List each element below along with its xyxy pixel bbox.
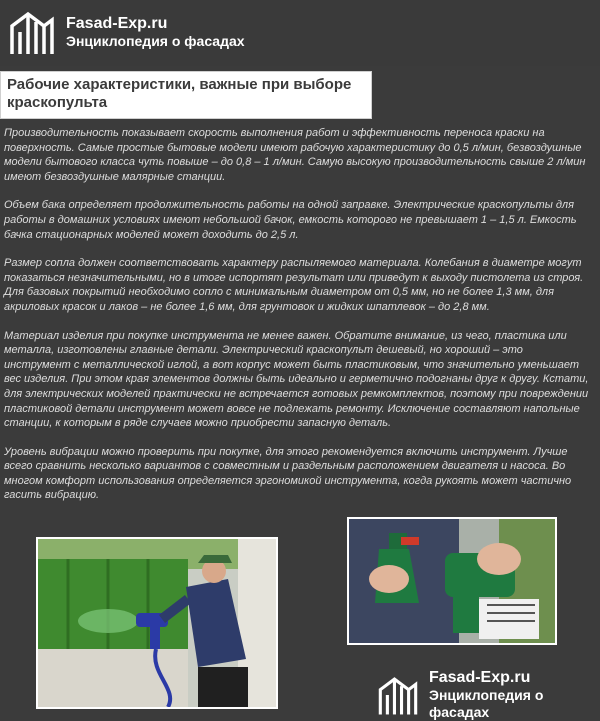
watermark-name: Fasad-Exp.ru <box>428 669 531 686</box>
watermark-tagline: Энциклопедия о фасадах <box>428 687 544 720</box>
paragraph-performance: Производительность показывает скорость выполнения работ и эффективность переноса краски на поверхность. Самые простые бытовые модели имеют рабочую характеристику до 0,5 л/мин, безвоздушные модели бытового класса чуть повыше – до 0,8 – 1 л/мин. Самую высокую производительность свыше 2 л/мин имеют безвоздушные малярные станции. <box>4 127 586 183</box>
site-logo[interactable] <box>6 6 245 58</box>
paragraph-nozzle-size: Размер сопла должен соответствовать характеру распыляемого материала. Колебания в диаметре могут показаться незначительными, но в итоге испортят результат или приведут к выходу пистолета из строя. Для базовых покрытий необходимо сопло с минимальным диаметром от 0,5 мм, но не более 1,3 мм, для акриловых красок и лаков – не более 1,6 мм, для грунтовок и жидких шпатлевок – до 2,8 мм. <box>4 257 584 313</box>
site-tagline: Энциклопедия о фасадах <box>66 33 245 49</box>
building-watermark-icon <box>375 671 421 719</box>
article-title-box <box>0 71 372 119</box>
site-name: Fasad-Exp.ru <box>66 15 168 32</box>
photo-man-spraying-fence <box>36 537 278 709</box>
article-title: Рабочие характеристики, важные при выборе краскопульта <box>7 76 352 111</box>
photo-spray-gun-closeup <box>347 517 557 645</box>
site-header <box>0 0 600 66</box>
paragraph-vibration: Уровень вибрации можно проверить при покупке, для этого рекомендуется включить инструмент. Лучше всего сравнить несколько вариантов с совместным и раздельным расположением двигателя и насоса. Во многом комфорт использования определяется эргономикой инструмента, когда рукоять может частично гасить вибрацию. <box>4 445 572 502</box>
paragraph-tank-volume: Объем бака определяет продолжительность работы на одной заправке. Электрические краскопульты для работы в домашних условиях имеют небольшой бачок, емкость которого не превышает 1 – 1,5 л. Емкость бачка стационарных моделей может доходить до 2,5 л. <box>4 199 577 241</box>
paragraph-material: Материал изделия при покупке инструмента не менее важен. Обратите внимание, из чего, пластика или металла, изготовлены главные детали. Электрический краскопульт дешевый, но хороший – это инструмент с металлической иглой, а вот корпус может быть пластиковым, что значительно уменьшает вес изделия. При этом края элементов должны быть идеально и герметично подогнаны друг к другу. Кстати, для электрических моделей практически не встречается готовых ремкомплектов, поэтому при повреждении пластиковой детали инструмент может вовсе не подлежать ремонту. Исключение составляют напольные станции, к которым в ряде случаев можно приобрести запасную деталь. <box>4 329 589 430</box>
watermark-logo <box>375 668 600 721</box>
article-body <box>4 126 592 517</box>
building-logo-icon <box>6 6 58 58</box>
